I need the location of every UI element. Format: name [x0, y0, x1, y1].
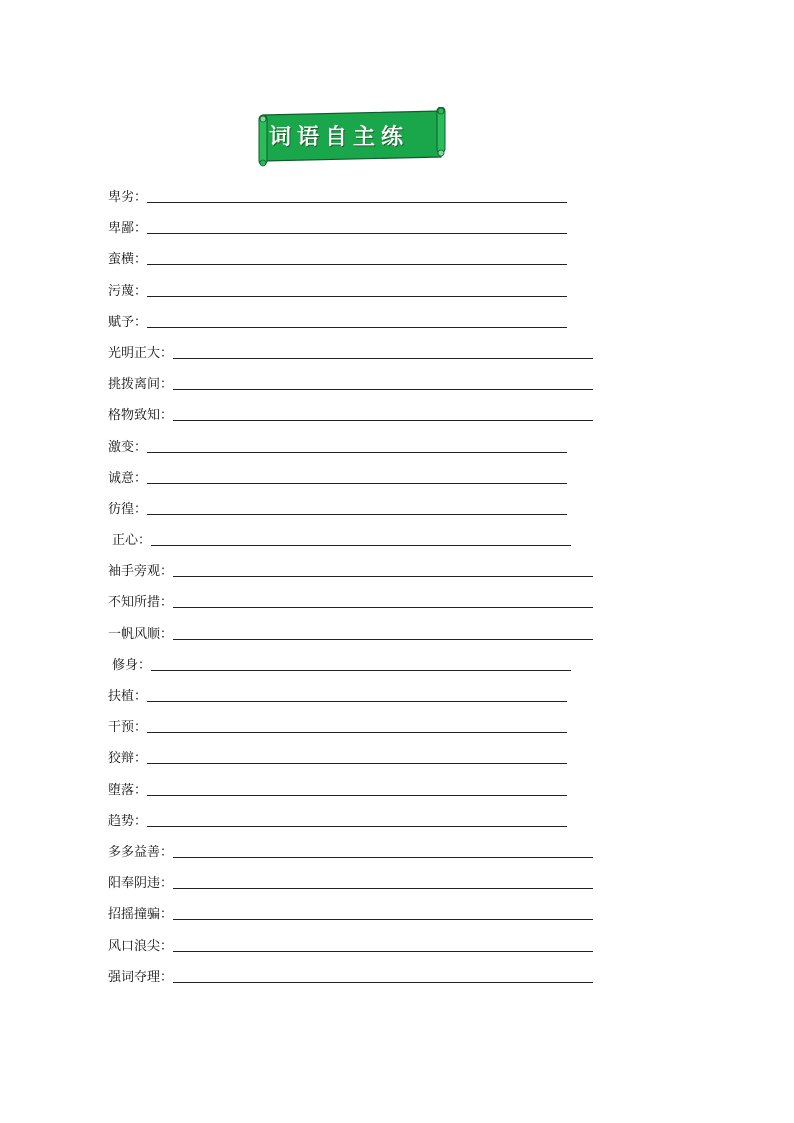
list-item	[108, 438, 608, 469]
list-item	[108, 812, 608, 843]
list-item	[108, 781, 608, 812]
answer-blank[interactable]	[147, 469, 567, 484]
term-label: 蛮横：	[108, 252, 148, 268]
term-label: 污蔑：	[108, 283, 148, 299]
term-label: 格物致知：	[108, 408, 174, 424]
answer-blank[interactable]	[173, 937, 593, 952]
vocabulary-exercise-list	[108, 188, 608, 999]
list-item	[108, 375, 608, 406]
list-item	[108, 188, 608, 219]
page-title: 词语自主练	[269, 124, 410, 150]
answer-blank[interactable]	[173, 593, 593, 608]
term-label: 卑鄙：	[108, 221, 148, 237]
answer-blank[interactable]	[173, 625, 593, 640]
list-item	[108, 500, 608, 531]
term-label: 多多益善：	[108, 844, 174, 860]
term-label: 阳奉阴违：	[108, 876, 174, 892]
list-item	[108, 718, 608, 749]
answer-blank[interactable]	[151, 656, 571, 671]
term-label: 袖手旁观：	[108, 564, 174, 580]
term-label: 卑劣：	[108, 190, 148, 205]
list-item	[108, 250, 608, 281]
answer-blank[interactable]	[173, 344, 593, 359]
list-item	[108, 687, 608, 718]
list-item	[108, 562, 608, 593]
list-item	[108, 874, 608, 905]
list-item	[108, 625, 608, 656]
term-label: 彷徨：	[108, 501, 148, 517]
term-label: 修身：	[112, 657, 152, 673]
term-label: 激变：	[108, 439, 148, 455]
answer-blank[interactable]	[173, 874, 593, 889]
term-label: 趋势：	[108, 813, 148, 829]
term-label: 堕落：	[108, 782, 148, 798]
answer-blank[interactable]	[147, 188, 567, 203]
answer-blank[interactable]	[151, 531, 571, 546]
title-banner	[257, 107, 447, 167]
term-label: 赋予：	[108, 314, 148, 330]
term-label: 风口浪尖：	[108, 938, 174, 954]
list-item	[108, 593, 608, 624]
term-label: 干预：	[108, 720, 148, 736]
answer-blank[interactable]	[173, 406, 593, 421]
list-item	[108, 282, 608, 313]
answer-blank[interactable]	[173, 375, 593, 390]
list-item	[108, 531, 608, 562]
term-label: 一帆风顺：	[108, 626, 174, 642]
list-item	[108, 968, 608, 999]
term-label: 招摇撞骗：	[108, 907, 174, 923]
answer-blank[interactable]	[147, 749, 567, 764]
list-item	[108, 843, 608, 874]
answer-blank[interactable]	[173, 562, 593, 577]
answer-blank[interactable]	[173, 843, 593, 858]
list-item	[108, 656, 608, 687]
list-item	[108, 406, 608, 437]
list-item	[108, 219, 608, 250]
answer-blank[interactable]	[147, 313, 567, 328]
answer-blank[interactable]	[147, 500, 567, 515]
answer-blank[interactable]	[147, 687, 567, 702]
list-item	[108, 344, 608, 375]
answer-blank[interactable]	[147, 438, 567, 453]
answer-blank[interactable]	[147, 781, 567, 796]
term-label: 扶植：	[108, 689, 148, 704]
list-item	[108, 313, 608, 344]
term-label: 诚意：	[108, 470, 148, 486]
list-item	[108, 937, 608, 968]
term-label: 正心：	[112, 533, 152, 549]
term-label: 不知所措：	[108, 595, 174, 611]
term-label: 强词夺理：	[108, 969, 174, 985]
list-item	[108, 469, 608, 500]
answer-blank[interactable]	[147, 250, 567, 265]
answer-blank[interactable]	[147, 812, 567, 827]
answer-blank[interactable]	[147, 282, 567, 297]
answer-blank[interactable]	[173, 905, 593, 920]
term-label: 挑拨离间：	[108, 377, 174, 393]
list-item	[108, 905, 608, 936]
term-label: 光明正大：	[108, 345, 174, 361]
answer-blank[interactable]	[147, 718, 567, 733]
answer-blank[interactable]	[173, 968, 593, 983]
term-label: 狡辩：	[108, 751, 148, 767]
list-item	[108, 749, 608, 780]
answer-blank[interactable]	[147, 219, 567, 234]
